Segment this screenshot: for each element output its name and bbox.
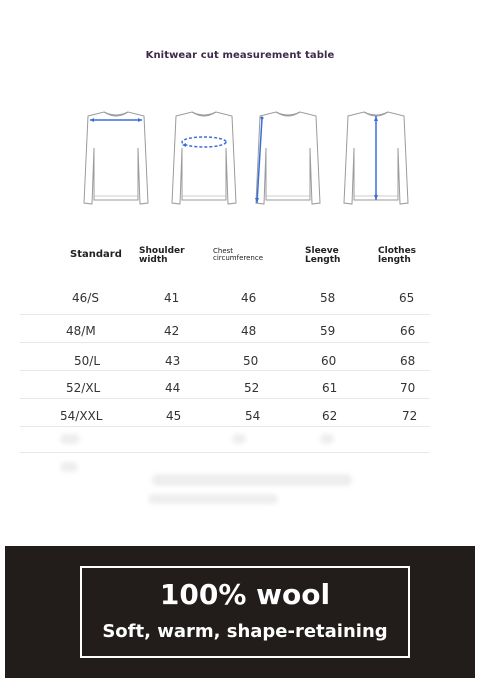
chest-cell: 48 xyxy=(241,324,257,338)
sweater-icon xyxy=(166,108,242,208)
shoulder-cell: 41 xyxy=(164,291,180,305)
banner-title: 100% wool xyxy=(159,578,331,611)
header-sleeve-line1: Sleeve xyxy=(305,246,339,256)
sleeve-cell: 61 xyxy=(322,381,338,395)
size-cell: 46/S xyxy=(72,291,99,305)
length-cell: 65 xyxy=(399,291,415,305)
shoulder-cell: 43 xyxy=(165,354,181,368)
chest-cell: 46 xyxy=(241,291,257,305)
banner-subtitle: Soft, warm, shape-retaining xyxy=(102,621,388,642)
row-divider xyxy=(20,314,430,315)
sweater-icon xyxy=(338,108,414,208)
header-shoulder-line2: width xyxy=(139,255,168,266)
shoulder-cell: 44 xyxy=(165,381,181,395)
banner-frame xyxy=(80,566,410,658)
chest-cell: 54 xyxy=(245,409,261,423)
header-standard: Standard xyxy=(70,249,122,260)
header-sleeve-length xyxy=(305,247,340,266)
length-cell: 66 xyxy=(400,324,416,338)
header-chest-line1: Chest xyxy=(213,247,234,255)
length-cell: 70 xyxy=(400,381,416,395)
row-divider xyxy=(20,370,430,371)
sweater-sleeve-length-diagram xyxy=(250,108,326,208)
row-divider xyxy=(20,452,430,453)
size-cell: 48/M xyxy=(66,324,96,338)
length-cell: 72 xyxy=(402,409,418,423)
row-divider xyxy=(20,398,430,399)
size-cell: 54/XXL xyxy=(60,409,103,423)
row-divider xyxy=(20,426,430,427)
sweater-icon xyxy=(250,108,326,208)
sleeve-cell: 62 xyxy=(322,409,338,423)
chest-cell: 50 xyxy=(243,354,259,368)
header-length-line1: Clothes xyxy=(378,246,417,256)
header-shoulder-line1: Shoulder xyxy=(139,246,185,256)
page-title: Knitwear cut measurement table xyxy=(145,50,335,61)
sleeve-cell: 60 xyxy=(321,354,337,368)
sweater-clothes-length-diagram xyxy=(338,108,414,208)
header-sleeve-line2: Length xyxy=(305,255,341,266)
sweater-chest-circumference-diagram xyxy=(166,108,242,208)
length-cell: 68 xyxy=(400,354,416,368)
sweater-icon xyxy=(78,108,154,208)
sweater-shoulder-width-diagram xyxy=(78,108,154,208)
promo-banner xyxy=(5,546,475,678)
header-chest-circumference xyxy=(213,248,263,263)
faded-text xyxy=(320,434,334,444)
shoulder-cell: 45 xyxy=(166,409,182,423)
sleeve-cell: 58 xyxy=(320,291,336,305)
faded-text xyxy=(148,494,278,504)
header-length-line2: length xyxy=(378,255,411,266)
shoulder-cell: 42 xyxy=(164,324,180,338)
faded-text xyxy=(232,434,246,444)
header-clothes-length xyxy=(378,247,416,266)
size-cell: 52/XL xyxy=(66,381,101,395)
faded-text xyxy=(60,462,78,472)
faded-text xyxy=(152,474,352,486)
sleeve-cell: 59 xyxy=(320,324,336,338)
header-shoulder-width xyxy=(139,247,185,266)
header-chest-line2: circumference xyxy=(213,254,264,263)
faded-text xyxy=(60,434,80,444)
row-divider xyxy=(20,342,430,343)
chest-cell: 52 xyxy=(244,381,260,395)
size-cell: 50/L xyxy=(74,354,100,368)
